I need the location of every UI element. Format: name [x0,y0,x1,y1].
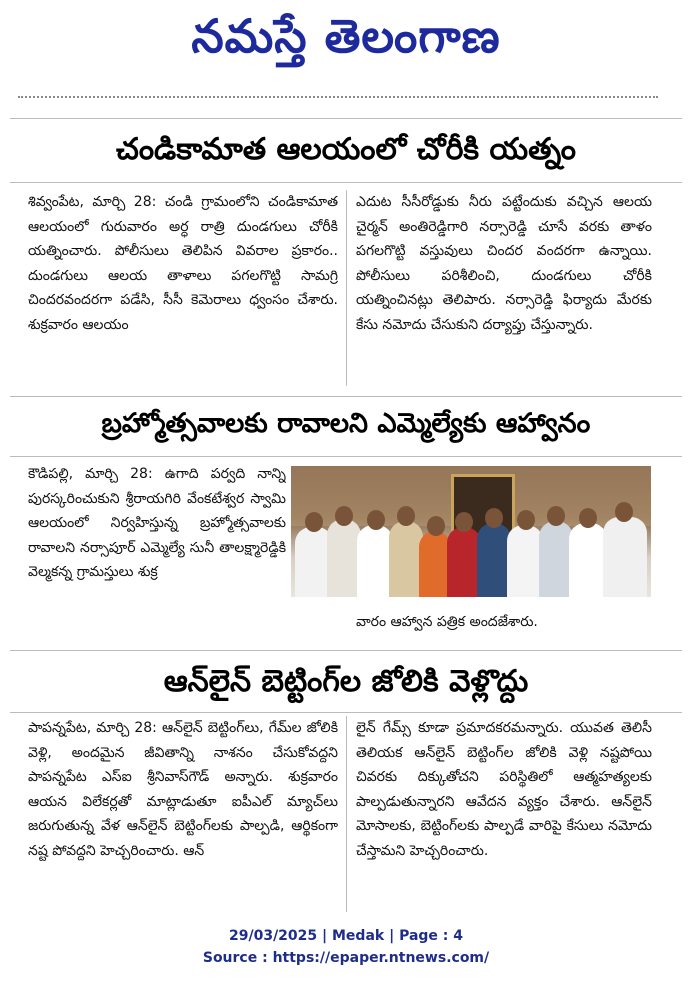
story1-body-right: ఎదుట సీసీరోడ్డుకు నీరు పట్టేందుకు వచ్చిన ఆలయ చైర్మన్ అంతిరెడ్డిగారి నర్సారెడ్డి చూసే వరకు తాళం పగలగొట్టి వస్తువులు చిందర వందరగా ఉన్నాయి. పోలీసులు పరిశీలించి, దుండగులు చోరీకి యత్నించినట్లు తెలిపారు. నర్సారెడ్డి ఫిర్యాదు మేరకు కేసు నమోదు చేసుకుని దర్యాప్తు చేస్తున్నారు. [356,194,652,333]
story2-body-left: కౌడిపల్లి, మార్చి 28: ఉగాది పర్వది నాన్ని పురస్కరించుకుని శ్రీరాయగిరి వేంకటేశ్వర స్వామి ఆలయంలో నిర్వహిస్తున్న బ్రహ్మోత్సవాలకు రావాలని నర్సాపూర్ ఎమ్మెల్యే సునీ తాలక్ష్మారెడ్డికి వెల్మకన్న గ్రామస్తులు శుక్ర [28,466,286,580]
story2-column-left [28,462,286,640]
divider [10,712,682,713]
story1-column-left [28,190,338,386]
footer-date-edition: 29/03/2025 | Medak | Page : 4 [228,928,464,944]
story1-body-left: శివ్వంపేట, మార్చి 28: చండి గ్రామంలోని చండికామాత ఆలయంలో గురువారం అర్ధ రాత్రి దుండగులు చోరీకి యత్నించారు. పోలీసులు తెలిపిన వివరాల ప్రకారం.. దుండగులు ఆలయ తాళాలు పగలగొట్టి సామగ్రి చిందరవందరగా పడేసి, సీసీ కెమెరాలు ధ్వంసం చేశారు. శుక్రవారం ఆలయం [28,194,338,333]
news-photo [291,466,651,597]
story3-body-left: పాపన్నపేట, మార్చి 28: ఆన్‌లైన్ బెట్టింగ్‌లు, గేమ్‌ల జోలికి వెళ్లి, అందమైన జీవితాన్ని నాశనం చేసుకోవద్దని పాపన్నపేట ఎస్ఐ శ్రీనివాస్‌గౌడ్ అన్నారు. శుక్రవారం ఆయన విలేకర్లతో మాట్లాడుతూ ఐపీఎల్ మ్యాచ్‌లు జరుగుతున్న వేళ ఆన్‌లైన్ బెట్టింగ్‌లకు పాల్పడి, ఆర్థికంగా నష్ట పోవద్దని హెచ్చరించారు. ఆన్ [28,720,338,859]
footer-source-link[interactable]: Source : https://epaper.ntnews.com/ [202,950,490,966]
story1-column-right [356,190,652,386]
divider [10,396,682,397]
masthead [0,0,692,84]
divider [10,650,682,651]
cropped-text-strip [18,96,658,108]
story3-column-right [356,716,652,912]
masthead-logo: నమస్తే తెలంగాణ [191,9,501,63]
column-divider [346,190,347,386]
story2-column-right [356,610,652,636]
divider [10,182,682,183]
divider [10,456,682,457]
story3-headline: ఆన్‌లైన్ బెట్టింగ్‌ల జోలికి వెళ్లొద్దు [163,664,529,699]
story2-headline: బ్రహ్మోత్సవాలకు రావాలని ఎమ్మెల్యేకు ఆహ్వానం [101,408,591,439]
divider [10,118,682,119]
story2-body-right: వారం ఆహ్వాన పత్రిక అందజేశారు. [356,614,538,630]
column-divider [346,716,347,912]
story3-column-left [28,716,338,912]
story3-body-right: లైన్ గేమ్స్ కూడా ప్రమాదకరమన్నారు. యువత తెలిసీ తెలియక ఆన్‌లైన్ బెట్టింగ్‌ల జోలికి వెళ్లి నష్టపోయి చివరకు దిక్కుతోచని పరిస్థితిలో ఆత్మహత్యలకు పాల్పడుతున్నారని ఆవేదన వ్యక్తం చేశారు. ఆన్‌లైన్ మోసాలకు, బెట్టింగ్‌లకు పాల్పడే వారిపై కేసులు నమోదు చేస్తామని హెచ్చరించారు. [356,720,652,859]
story1-headline: చండికామాత ఆలయంలో చోరీకి యత్నం [116,132,576,167]
